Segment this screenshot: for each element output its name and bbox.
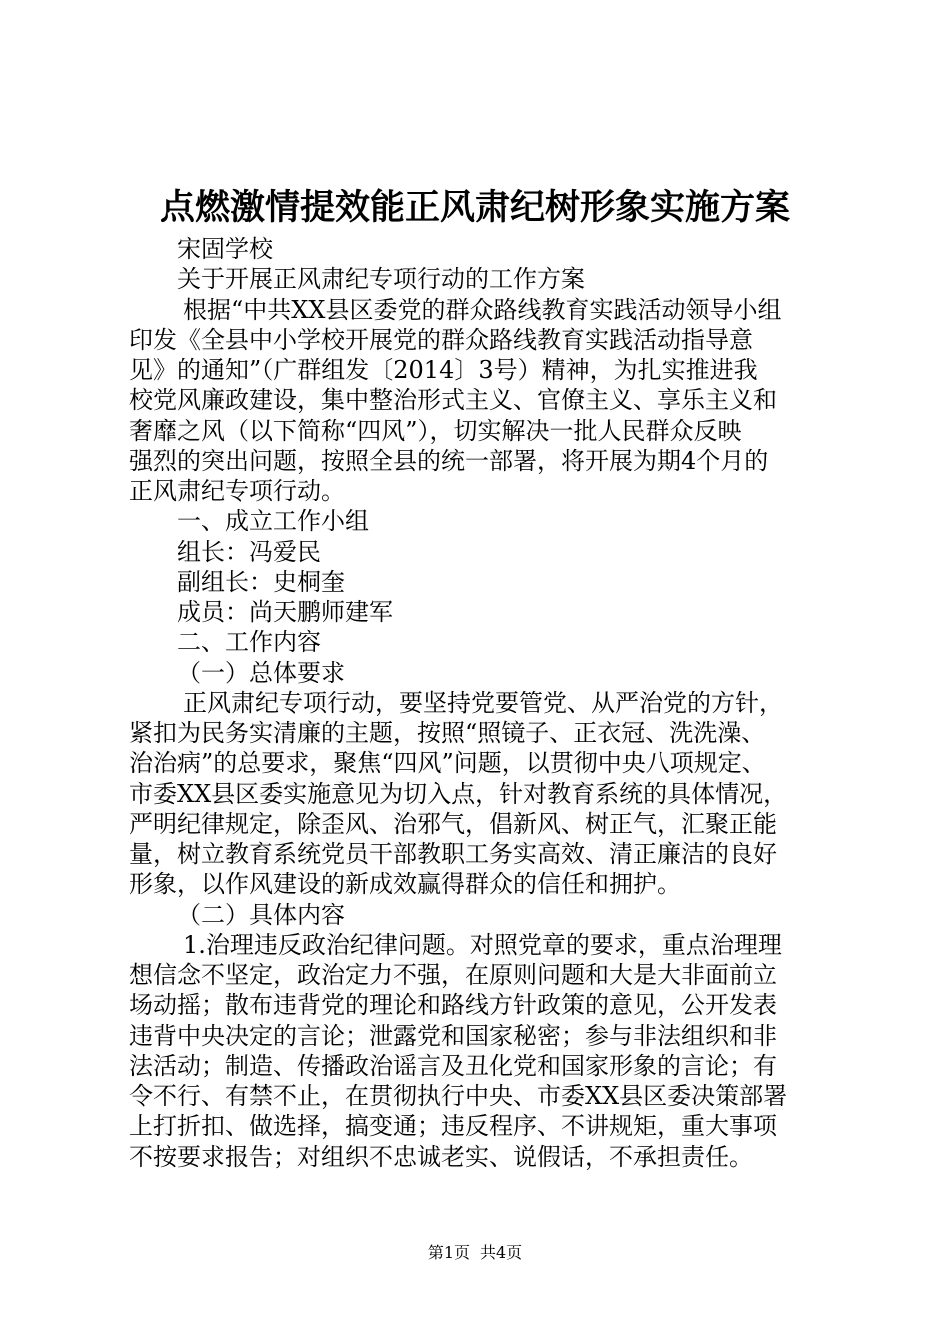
document-title: 点燃激情提效能正风肃纪树形象实施方案: [159, 188, 790, 228]
text-line: 形象，以作风建设的新成效赢得群众的信任和拥护。: [129, 870, 681, 899]
text-line: 根据“中共XX县区委党的群众路线教育实践活动领导小组: [183, 295, 782, 324]
text-line: 一、成立工作小组: [177, 507, 369, 536]
text-line: 紧扣为民务实清廉的主题，按照“照镜子、正衣冠、洗洗澡、: [129, 719, 766, 747]
text-line: 校党风廉政建设，集中整治形式主义、官僚主义、享乐主义和: [129, 386, 777, 415]
text-line: 想信念不坚定，政治定力不强，在原则问题和大是大非面前立: [129, 961, 777, 989]
text-line: 正风肃纪专项行动。: [129, 477, 345, 505]
text-line: 上打折扣、做选择，搞变通；违反程序、不讲规矩，重大事项: [129, 1112, 777, 1141]
text-line: 宋固学校: [177, 235, 273, 263]
text-line: 市委XX县区委实施意见为切入点，针对教育系统的具体情况，: [129, 779, 788, 808]
page-total: 共4页: [480, 1243, 523, 1262]
document-body: [129, 234, 829, 1172]
text-line: 不按要求报告；对组织不忠诚老实、说假话，不承担责任。: [129, 1142, 753, 1171]
text-line: 印发《全县中小学校开展党的群众路线教育实践活动指导意: [129, 325, 753, 354]
text-line: 成员：尚天鹏师建军: [177, 598, 393, 626]
text-line: 副组长：史桐奎: [177, 567, 345, 596]
page-footer: [0, 1242, 950, 1264]
text-line: 正风肃纪专项行动，要坚持党要管党、从严治党的方针，: [183, 688, 783, 717]
text-line: 1.治理违反政治纪律问题。对照党章的要求，重点治理理: [183, 930, 782, 959]
text-line: 奢靡之风（以下简称“四风”），切实解决一批人民群众反映: [129, 416, 742, 445]
text-line: 关于开展正风肃纪专项行动的工作方案: [177, 265, 585, 294]
page-number: 第1页: [427, 1243, 470, 1262]
text-line: 组长：冯爱民: [177, 537, 321, 566]
text-line: 强烈的突出问题，按照全县的统一部署，将开展为期4个月的: [129, 446, 769, 475]
text-line: 违背中央决定的言论；泄露党和国家秘密；参与非法组织和非: [129, 1021, 777, 1050]
text-line: 令不行、有禁不止，在贯彻执行中央、市委XX县区委决策部署: [129, 1082, 788, 1110]
text-line: （一）总体要求: [177, 658, 345, 687]
text-line: 法活动；制造、传播政治谣言及丑化党和国家形象的言论；有: [129, 1051, 777, 1080]
text-line: 见》的通知”（广群组发〔2014〕3号）精神，为扎实推进我: [129, 356, 758, 384]
text-line: （二）具体内容: [177, 900, 345, 929]
text-line: 治治病”的总要求，聚焦“四风”问题，以贯彻中央八项规定、: [129, 749, 766, 778]
text-line: 量，树立教育系统党员干部教职工务实高效、清正廉洁的良好: [129, 840, 777, 868]
text-line: 场动摇；散布违背党的理论和路线方针政策的意见，公开发表: [129, 991, 777, 1020]
text-line: 严明纪律规定，除歪风、治邪气，倡新风、树正气，汇聚正能: [129, 809, 777, 838]
text-line: 二、工作内容: [177, 628, 321, 657]
